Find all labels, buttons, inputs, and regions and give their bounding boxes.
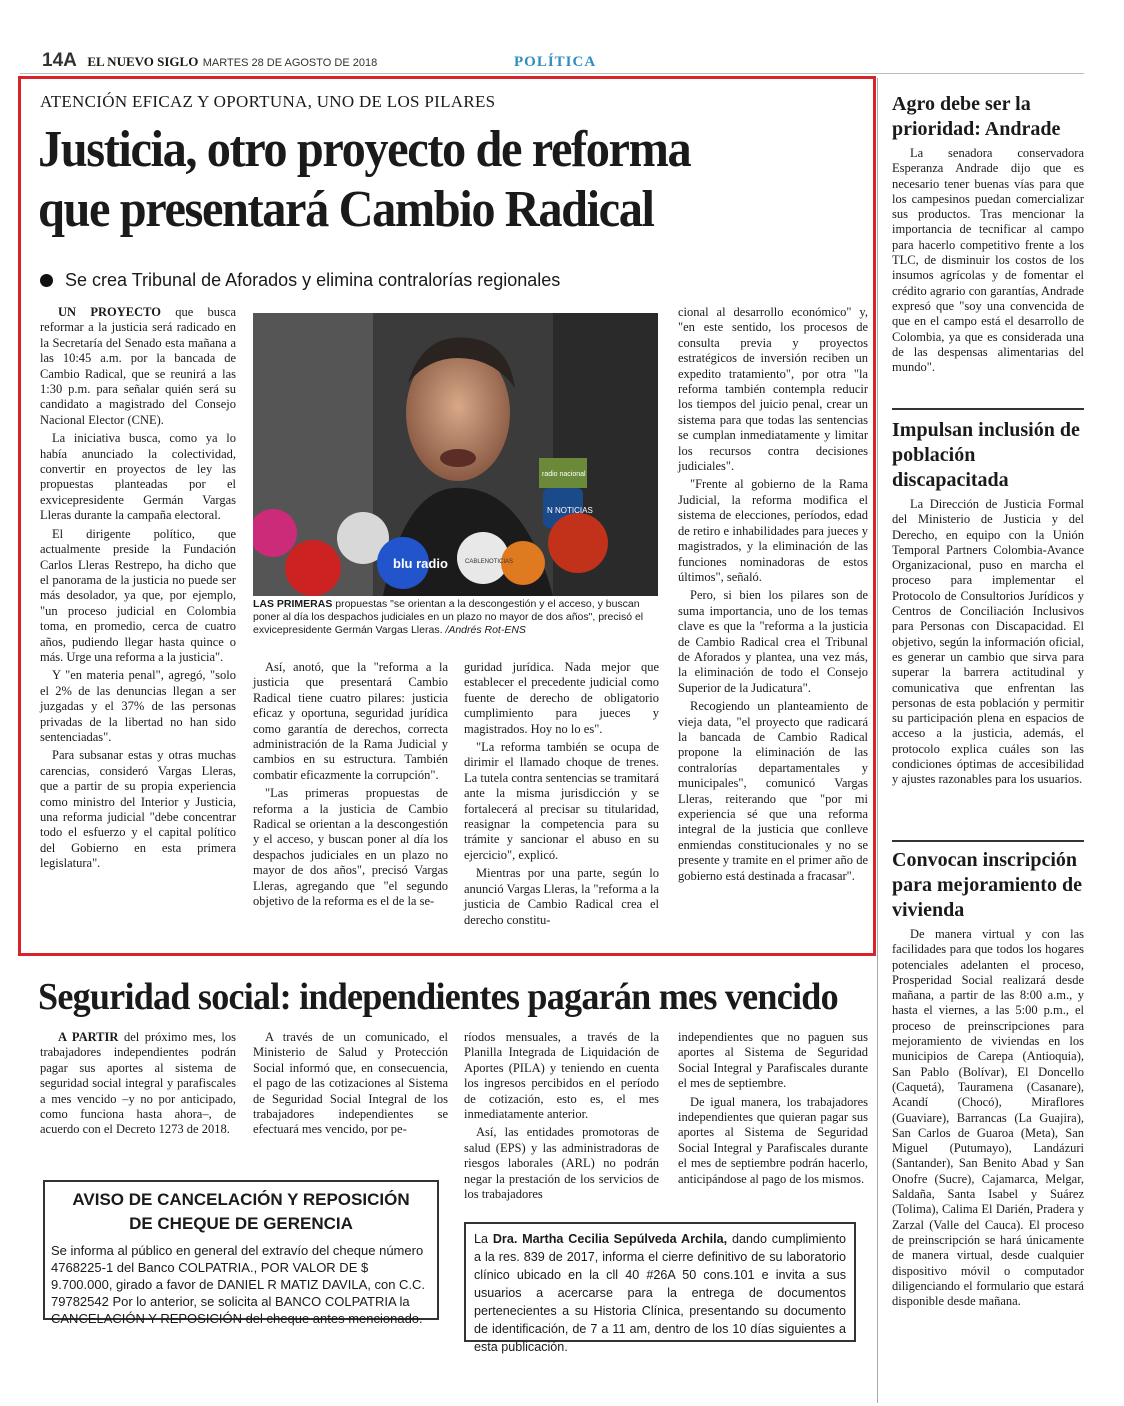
mic-label: radio nacional xyxy=(542,471,586,478)
second-article-column-3 xyxy=(464,1030,659,1205)
headline-line-1: Justicia, otro proyecto de reforma xyxy=(38,121,691,178)
sidebar-brief-agro xyxy=(892,92,1084,375)
article-headline xyxy=(38,120,810,240)
press-scrum-illustration xyxy=(253,313,658,596)
brief-body: La senadora conservadora Esperanza Andrade dijo que es necesario tener buenas vías para que los campesinos puedan comercializar sus productos. Tras mencionar la importancia de tecnificar al campo para hacerlo competitivo frente a los TLC, de disminuir los costos de los insumos agrícolas y de fomentar el crédito agrario con garantías, Andrade expresó que "soy una convencida de que en el campo está el desarrollo de Colombia, ya que es considerada una de las despensas alimentarias del mundo". xyxy=(892,146,1084,375)
second-article-headline: Seguridad social: independientes pagarán mes vencido xyxy=(38,976,838,1018)
paragraph: "Las primeras propuestas de reforma a la justicia de Cambio Radical se orientan a la descongestión y el acceso, y buscan poner al día los despachos judiciales en un plazo no mayor de dos años", precisó Vargas Lleras, agregando que "el segundo objetivo de la reforma es el de la se- xyxy=(253,786,448,909)
sidebar-brief-vivienda xyxy=(892,848,1084,1309)
paragraph: independientes que no paguen sus aportes al Sistema de Seguridad Social Integral y Parafiscales durante el mes de septiembre. xyxy=(678,1030,868,1091)
second-article-column-4 xyxy=(678,1030,868,1190)
lead-in: UN PROYECTO xyxy=(58,305,161,319)
caption-text: propuestas "se orientan a la descongestión y el acceso, y buscan poner al día los despachos judiciales en un plazo no mayor de dos años", precisó el exvicepresidente Germán Vargas Lleras. xyxy=(253,598,644,636)
notice-title: AVISO DE CANCELACIÓN Y REPOSICIÓN DE CHEQUE DE GERENCIA xyxy=(72,1190,410,1233)
paragraph: guridad jurídica. Nada mejor que establecer el precedente judicial como fuente de derecho de obligatorio cumplimiento para jueces y magistrados. Hoy no lo es". xyxy=(464,660,659,736)
sidebar-brief-inclusion xyxy=(892,418,1084,788)
article-column-2 xyxy=(253,660,448,913)
paragraph: "Frente al gobierno de la Rama Judicial, la reforma modifica el sistema de elecciones, períodos, edad de retiro e inhabilidades para jueces y magistrados, y la eliminación de las funciones nominadoras de estos últimos", señaló. xyxy=(678,477,868,584)
paragraph: cional al desarrollo económico" y, "en este sentido, los procesos de consulta previa y proyectos estratégicos de inversión reciben un expedito tratamiento", por otra "la reforma también contempla reducir los tiempos del juicio penal, crear un sistema para que todas las sentencias se cumplan inmediatamente y limitar los recursos contra decisiones judiciales". xyxy=(678,305,868,474)
paragraph: Mientras por una parte, según lo anunció Vargas Lleras, la "reforma a la justicia de Cambio Radical crea el derecho constitu- xyxy=(464,866,659,927)
page-header xyxy=(42,50,377,72)
issue-date: MARTES 28 DE AGOSTO DE 2018 xyxy=(202,57,378,69)
header-rule xyxy=(20,73,1084,74)
microphone xyxy=(548,513,608,573)
brief-title: Convocan inscripción para mejoramiento de vivienda xyxy=(892,849,1082,921)
paragraph: "La reforma también se ocupa de dirimir el llamado choque de trenes. La tutela contra sentencias se tramitará ante la misma jurisdicción y se fortalecerá al precisar su titularidad, reasignar la competencia para su trámite y sancionar el abuso en su ejercicio", explicó. xyxy=(464,740,659,862)
cheque-cancellation-notice xyxy=(43,1180,439,1326)
paragraph: A través de un comunicado, el Ministerio de Salud y Protección Social informó que, en consecuencia, el pago de las cotizaciones al Sistema de Seguridad Social Integral de los trabajadores independientes se efectuará mes vencido, por pe- xyxy=(253,1030,448,1137)
article-kicker: ATENCIÓN EFICAZ Y OPORTUNA, UNO DE LOS PILARES xyxy=(40,92,496,111)
paragraph: Así, las entidades promotoras de salud (EPS) y las administradoras de riesgos laborales (ARL) no podrán negar la prestación de los servicios de los trabajadores xyxy=(464,1125,659,1202)
paragraph: Pero, si bien los pilares son de suma importancia, uno de los temas clave es que la "reforma a la justicia de Cambio Radical crea el Tribunal de Aforados y plantea, una vez más, la eliminación de todo el Consejo Superior de la Judicatura". xyxy=(678,588,868,695)
paragraph: UN PROYECTO que busca reformar a la justicia será radicado en la Secretaría del Senado esta mañana a las 10:45 a.m. por la bancada de Cambio Radical, que se reunirá a las 1:30 p.m. para señalar quién será su candidato a magistrado del Consejo Nacional Elector (CNE). xyxy=(40,305,236,427)
subhead-text: Se crea Tribunal de Aforados y elimina contralorías regionales xyxy=(65,270,561,290)
paragraph: De igual manera, los trabajadores independientes que quieran pagar sus aportes al Sistema de Seguridad Social Integral y Parafiscales durante el mes de septiembre podrán hacerlo, anticipándose al pago de los mismos. xyxy=(678,1094,868,1186)
publication-name: EL NUEVO SIGLO xyxy=(87,54,199,69)
paragraph: Recogiendo un planteamiento de vieja data, "el proyecto que radicará la bancada de Cambio Radical propone la eliminación de las contralorías departamentales y municipales", comunicó Vargas Lleras, reiterando que "por mi experiencia sé que una reforma integral de la justicia que conlleve enmiendas constitucionales y no se presente y tramite en el primer año de gobierno está destinada a fracasar". xyxy=(678,699,868,883)
brief-separator xyxy=(892,840,1084,842)
second-article-column-2 xyxy=(253,1030,448,1141)
brief-separator xyxy=(892,408,1084,410)
microphone xyxy=(285,540,341,596)
brief-body: La Dirección de Justicia Formal del Ministerio de Justicia y del Derecho, en equipo con la Unión Temporal Partners Colombia-Avance Organizacional, puso en marcha el proceso para implementar el Protocolo de Consultorios Jurídicos y Centros de Conciliación Inclusivos para Personas con Discapacidad. El objetivo, según la información oficial, es generar un cambio que sirva para superar la barrera actitudinal y comunicativa que enfrentan las personas de esta población y permitir su participación plena en espacios de acceso a la justicia, además, el protocolo explica cuáles son las condiciones óptimas de accesibilidad y ajustes razonables para los usuarios. xyxy=(892,497,1084,787)
sidebar-divider xyxy=(877,78,878,1403)
brief-body: De manera virtual y con las facilidades para que todos los hogares potenciales adelanten el proceso, Prosperidad Social realizará desde mañana, a partir de las 8:00 a.m., y hasta el viernes, a las 5:00 p.m., el proceso de preinscripciones para mejoramiento de viviendas en los municipios de Carepa (Antioquia), San Pablo (Bolívar), El Doncello (Caquetá), Tauramena (Casanare), Acandí (Chocó), Miraflores (Guaviare), Barrancas (La Guajira), San Carlos de Guaroa (Meta), San Miguel (Putumayo), Landázuri (Santander), San Benito Abad y San Onofre (Sucre), Cajamarca, Melgar, Saldaña, Santa Isabel y Suárez (Tolima), Calima El Darién, Pradera y Zarzal (Valle del Cauca). El proceso de preinscripción se hará únicamente de manera virtual, desde cualquier dispositivo móvil o computador diligenciando el formulario que estará disponible desde mañana. xyxy=(892,927,1084,1309)
article-subhead xyxy=(40,270,560,291)
second-article-column-1 xyxy=(40,1030,236,1141)
paragraph: La iniciativa busca, como ya lo había anunciado la colectividad, convertir en proyectos de ley las propuestas planteadas por el exvicepresidente Germán Vargas Lleras durante la campaña electoral. xyxy=(40,431,236,523)
article-column-4 xyxy=(678,305,868,887)
article-column-3 xyxy=(464,660,659,931)
laboratory-closure-notice xyxy=(464,1222,856,1354)
paragraph: Y "en materia penal", agregó, "solo el 2% de las denuncias llegan a ser juzgadas y el 37% de las personas privadas de la libertad no han sido sentenciadas". xyxy=(40,668,236,744)
microphone xyxy=(457,532,509,584)
paragraph: El dirigente político, que actualmente preside la Fundación Carlos Lleras Restrepo, ha dicho que el panorama de la justicia no puede ser más desolador, ya que, por ejemplo, "un proceso judicial en Colombia toma, en promedio, cerca de cuatro años, pudiendo llegar hasta quince o más. Urge una reforma a la justicia". xyxy=(40,526,236,664)
paragraph: ríodos mensuales, a través de la Planilla Integrada de Liquidación de Aportes (PILA) y teniendo en cuenta los ingresos percibidos en el período de cotización, esto es, el mes inmediatamente anterior. xyxy=(464,1030,659,1122)
brief-title: Agro debe ser la prioridad: Andrade xyxy=(892,93,1061,140)
caption-lead-in: LAS PRIMERAS xyxy=(253,598,333,610)
page-number: 14A xyxy=(42,50,77,71)
headline-line-2: que presentará Cambio Radical xyxy=(38,181,654,238)
bullet-icon xyxy=(40,274,53,287)
photo-caption xyxy=(253,598,658,637)
notice-body: La Dra. Martha Cecilia Sepúlveda Archila, dando cumplimiento a la res. 839 de 2017, informa el cierre definitivo de su laboratorio clínico ubicado en la cll 40 #26A 50 cons.101 e invita a sus usuarios a acercarse para la entrega de documentos pertenecientes a su Historia Clínica, presentando su documento de identificación, de 7 a 11 am, dentro de los 10 días siguientes a esta publicación. xyxy=(474,1232,846,1354)
paragraph: Para subsanar estas y otras muchas carencias, consideró Vargas Lleras, que a partir de su propia experiencia como ministro del Interior y Justicia, una reforma judicial "debe concentrar todo el esfuerzo y el capital político del Gobierno en esta primera legislatura". xyxy=(40,748,236,871)
article-photo xyxy=(253,313,658,596)
paragraph: Así, anotó, que la "reforma a la justicia que presentará Cambio Radical tiene cuatro pilares: justicia eficaz y oportuna, seguridad jurídica como garantía de derechos, correcta administración de la Rama Judicial y cambios en su estructura. También combatir eficazmente la corrupción". xyxy=(253,660,448,782)
lead-in: A PARTIR xyxy=(58,1030,119,1044)
mic-label: CABLENOTICIAS xyxy=(465,559,514,565)
paragraph: A PARTIR del próximo mes, los trabajadores independientes podrán pagar sus aportes al sistema de seguridad social integral y parafiscales a mes vencido –y no por anticipado, como funciona hasta ahora–, de acuerdo con el Decreto 1273 de 2018. xyxy=(40,1030,236,1137)
photo-credit: /Andrés Rot-ENS xyxy=(445,624,526,636)
mic-label: blu radio xyxy=(393,556,448,571)
brief-title: Impulsan inclusión de población discapacitada xyxy=(892,419,1080,491)
notice-body: Se informa al público en general del extravío del cheque número 4768225-1 del Banco COLPATRIA., POR VALOR DE $ 9.700.000, girado a favor de DANIEL R MATIZ DAVILA, con C.C. 79782542 Por lo anterior, se solicita al BANCO COLPATRIA la CANCELACIÓN Y REPOSICIÓN del cheque antes mencionado. xyxy=(51,1243,426,1326)
notice-name: Dra. Martha Cecilia Sepúlveda Archila, xyxy=(492,1232,728,1246)
section-label: POLÍTICA xyxy=(514,54,597,70)
article-column-1 xyxy=(40,305,236,875)
mic-label: N NOTICIAS xyxy=(547,506,593,515)
